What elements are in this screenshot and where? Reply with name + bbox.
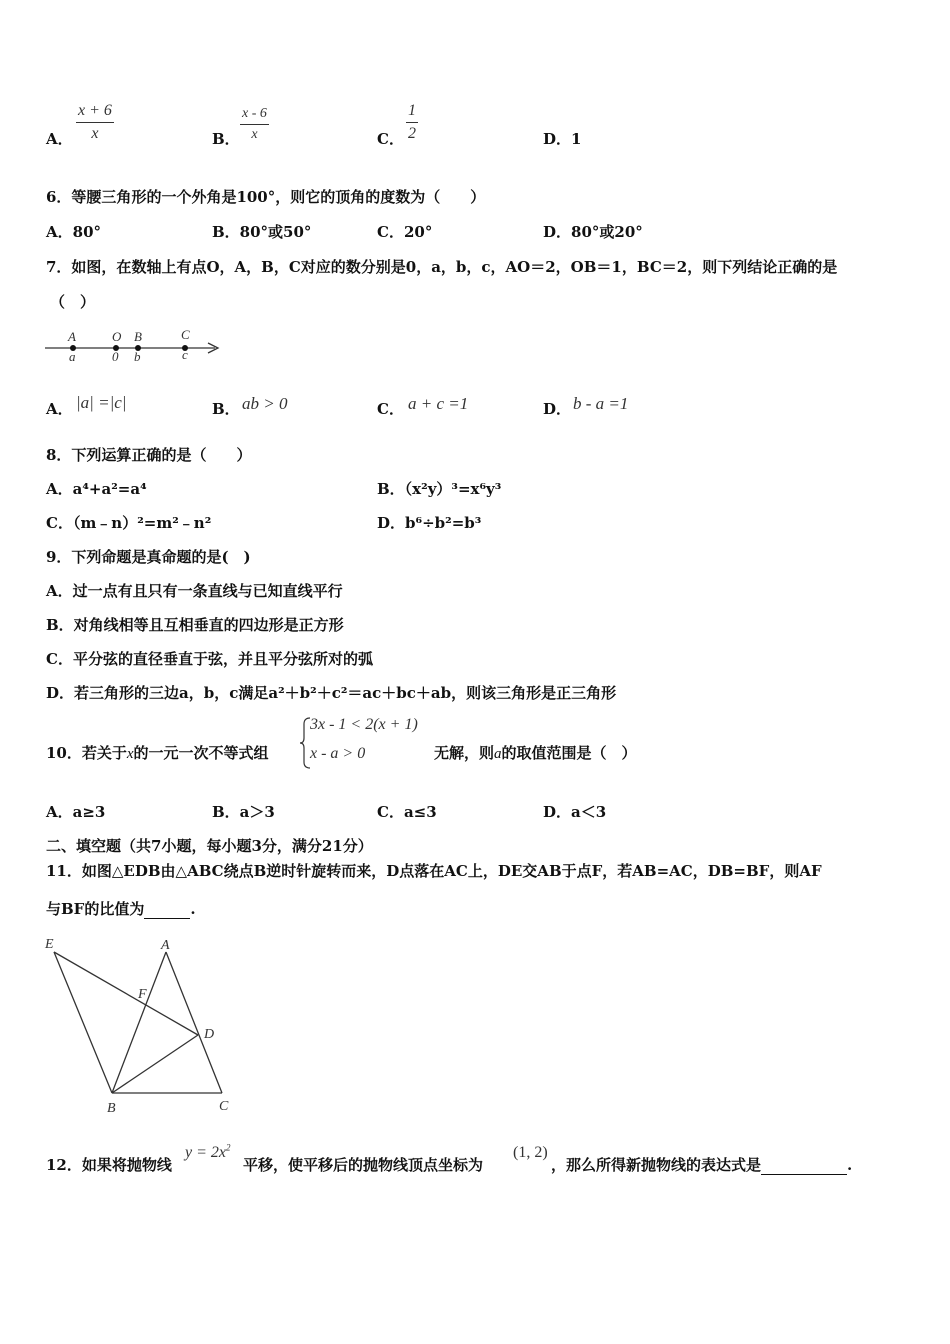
vertex-label-f: F	[138, 987, 147, 1002]
q6-stem: 6．等腰三角形的一个外角是100°，则它的顶角的度数为（ ）	[46, 188, 486, 206]
q5-b-numerator: x - 6	[240, 106, 269, 125]
q12-post-text: ，那么所得新抛物线的表达式是	[551, 1156, 762, 1174]
q5-c-numerator: 1	[406, 102, 418, 123]
value-label-b: b	[134, 349, 141, 364]
q12-parabola-expr	[185, 1144, 231, 1162]
q8-option-c: C．（m﹣n）²=m²﹣n²	[46, 514, 212, 532]
q5-a-numerator: x + 6	[76, 102, 114, 123]
q10-option-d: D．a＜3	[543, 803, 607, 821]
q10-stem-pre: 10．若关于	[46, 744, 127, 762]
vertex-label-e: E	[45, 937, 54, 952]
q7-option-b-label: B．	[212, 400, 240, 418]
q9-option-b: B．对角线相等且互相垂直的四边形是正方形	[46, 616, 344, 634]
point-label-c: C	[181, 327, 190, 342]
q10-var-a: a	[494, 746, 502, 762]
q7-option-d-label: D．	[543, 400, 572, 418]
q5-b-denominator: x	[251, 127, 258, 142]
q5-option-b-fraction	[240, 106, 269, 143]
q12-vertex-point: (1, 2)	[513, 1144, 548, 1161]
q5-option-c-fraction	[406, 102, 418, 143]
q8-option-d: D．b⁶÷b²=b³	[377, 514, 482, 532]
q5-c-denominator: 2	[408, 125, 416, 142]
q12-mid: 平移，使平移后的抛物线顶点坐标为	[243, 1156, 484, 1174]
q8-option-b: B．（x²y）³=x⁶y³	[377, 480, 502, 498]
q12-post	[551, 1154, 852, 1175]
q10-inequality-2: x - a > 0	[310, 745, 366, 762]
number-line-figure	[40, 322, 225, 364]
q5-option-d: D．1	[543, 130, 582, 148]
vertex-label-d: D	[204, 1027, 215, 1042]
vertex-label-a: A	[161, 938, 170, 953]
vertex-label-c: C	[219, 1099, 229, 1114]
q7-option-a-label: A．	[46, 400, 73, 418]
q10-var-x: x	[126, 746, 134, 762]
value-label-a: a	[69, 349, 76, 364]
q11-line-1: 11．如图△EDB由△ABC绕点B逆时针旋转而来，D点落在AC上，DE交AB于点F，若AB=AC，DB=BF，则AF	[46, 862, 822, 880]
q9-option-c: C．平分弦的直径垂直于弦，并且平分弦所对的弧	[46, 650, 373, 668]
point-label-a: A	[68, 329, 76, 344]
q10-inequality-1: 3x - 1 < 2(x + 1)	[310, 716, 418, 733]
q5-option-a-label: A．	[46, 130, 73, 148]
q10-option-b: B．a＞3	[212, 803, 275, 821]
q7-answer-paren: （ ）	[50, 293, 96, 311]
q7-option-b-expr: ab > 0	[242, 394, 288, 413]
q9-option-d: D．若三角形的三边a，b，c满足a²＋b²＋c²＝ac＋bc＋ab，则该三角形是正三角形	[46, 684, 617, 702]
q11-triangle-figure	[40, 932, 240, 1117]
q7-option-d-expr: b - a =1	[573, 394, 629, 413]
point-label-b: B	[134, 329, 142, 344]
q6-option-b: B．80°或50°	[212, 223, 312, 241]
q10-stem-mid: 的一元一次不等式组	[133, 744, 269, 762]
point-label-o: O	[112, 329, 122, 344]
q6-option-a: A．80°	[46, 223, 102, 241]
q9-option-a: A．过一点有且只有一条直线与已知直线平行	[46, 582, 343, 600]
q12-expr-sup: 2	[226, 1142, 231, 1153]
section-2-heading: 二、填空题（共7小题，每小题3分，满分21分）	[46, 837, 373, 855]
q12-end: .	[847, 1156, 853, 1174]
vertex-label-b: B	[107, 1101, 116, 1116]
q12-expr-base: y = 2x	[185, 1144, 226, 1161]
q10-stem	[46, 742, 269, 763]
value-label-0: 0	[112, 349, 119, 364]
q11-line-2	[46, 898, 196, 919]
q5-option-c-label: C．	[377, 130, 404, 148]
q12-pre: 12．如果将抛物线	[46, 1156, 172, 1174]
q5-option-b-label: B．	[212, 130, 240, 148]
q6-option-c: C．20°	[377, 223, 433, 241]
q10-option-a: A．a≥3	[46, 803, 106, 821]
q6-option-d: D．80°或20°	[543, 223, 643, 241]
q7-option-a-expr: |a| =|c|	[76, 393, 127, 412]
q10-stem-post	[434, 742, 637, 763]
q7-option-c-label: C．	[377, 400, 404, 418]
q5-a-denominator: x	[91, 125, 99, 142]
value-label-c: c	[182, 347, 188, 362]
q12-answer-blank[interactable]	[761, 1174, 847, 1175]
q7-option-c-expr: a + c =1	[408, 394, 469, 413]
q10-stem-post-a: 无解，则	[434, 744, 495, 762]
q5-option-a-fraction	[76, 102, 114, 143]
q10-stem-post-b: 的取值范围是（ ）	[501, 744, 637, 762]
q8-stem: 8．下列运算正确的是（ ）	[46, 446, 252, 464]
q10-option-c: C．a≤3	[377, 803, 437, 821]
q11-line-2-end: .	[190, 900, 196, 918]
q7-stem: 7．如图，在数轴上有点O，A，B，C对应的数分别是0，a，b，c，AO＝2，OB＝1，BC＝2，则下列结论正确的是	[46, 258, 838, 276]
q8-option-a: A．a⁴+a²=a⁴	[46, 480, 147, 498]
q11-line-2-text: 与BF的比值为	[46, 900, 145, 918]
q11-answer-blank[interactable]	[144, 918, 190, 919]
q9-stem: 9．下列命题是真命题的是( )	[46, 548, 251, 566]
